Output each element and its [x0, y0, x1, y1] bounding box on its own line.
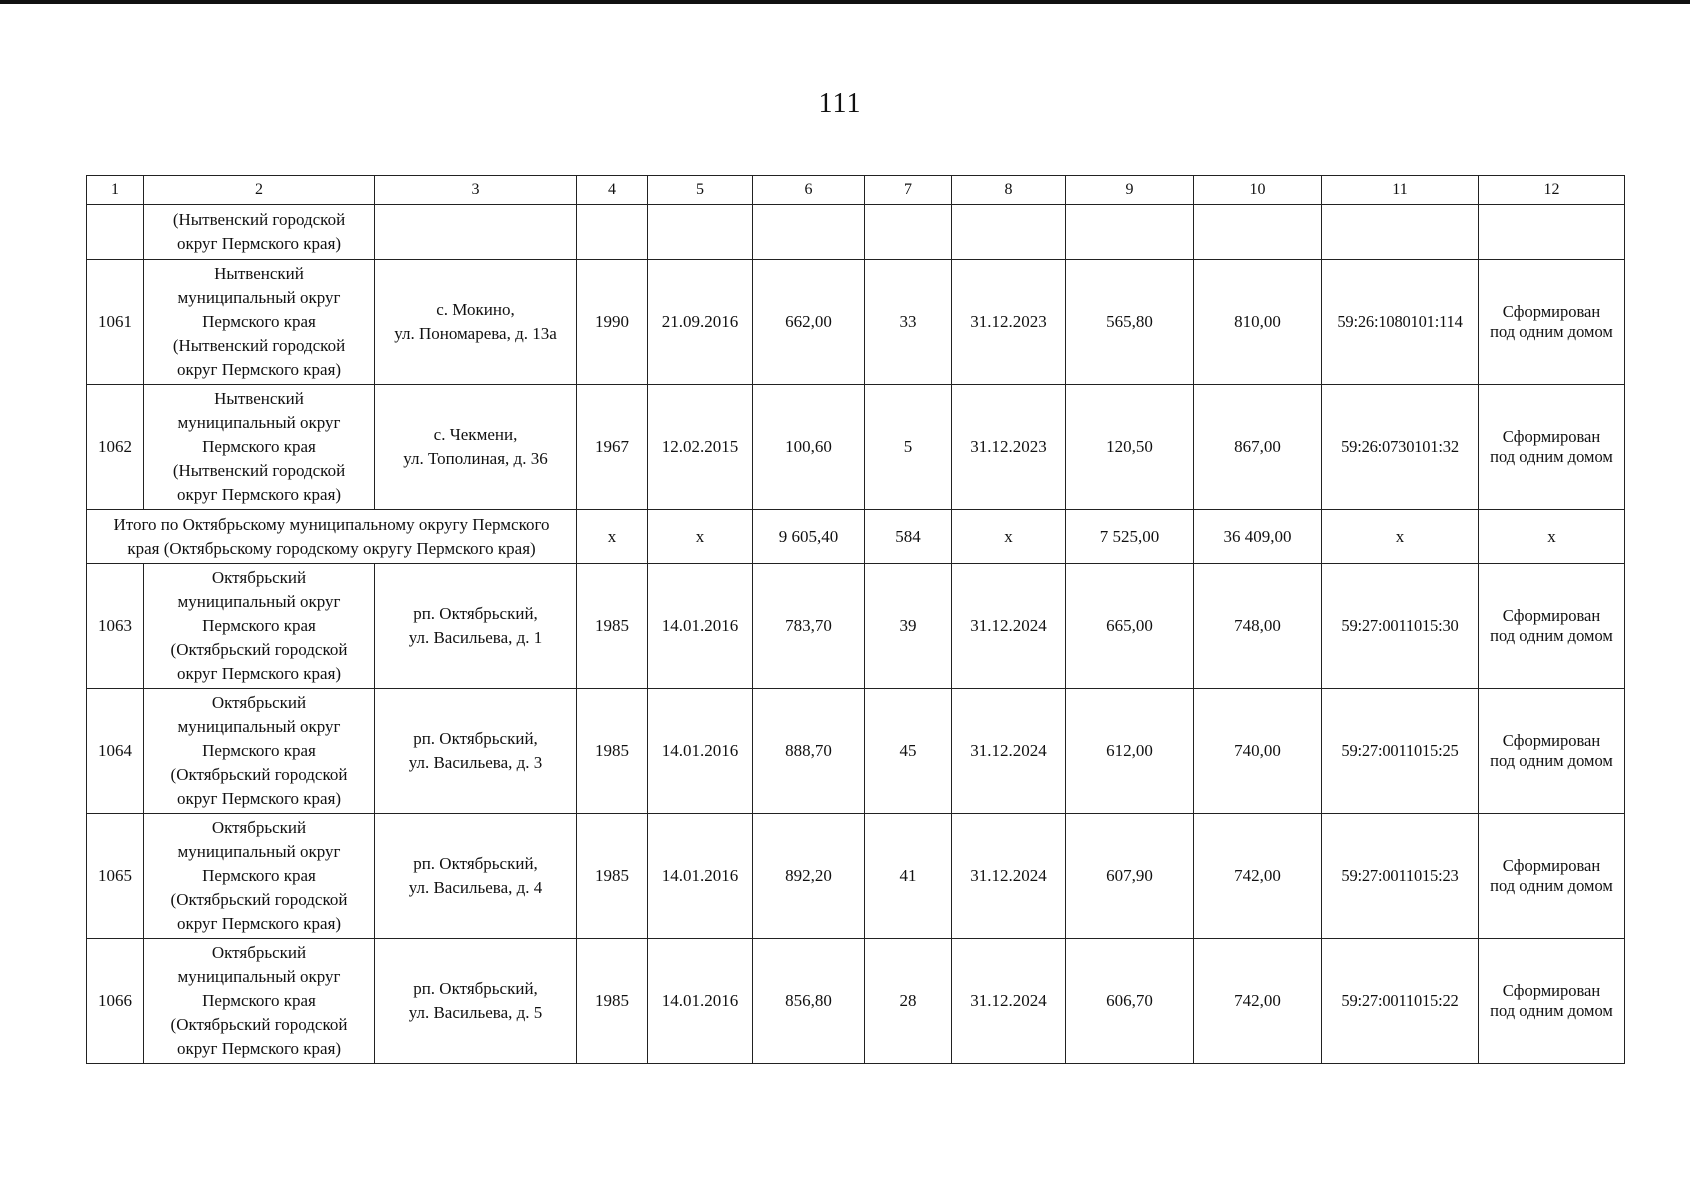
cell-area: 100,60	[753, 385, 865, 510]
total-cell: 36 409,00	[1194, 510, 1322, 564]
cell-municipality: (Нытвенский городской округ Пермского края)	[144, 205, 375, 260]
cell-empty	[577, 205, 648, 260]
cell-date: 14.01.2016	[648, 939, 753, 1064]
cell-land-area: 742,00	[1194, 939, 1322, 1064]
column-header: 3	[375, 176, 577, 205]
cell-empty	[87, 205, 144, 260]
cell-year: 1985	[577, 939, 648, 1064]
cell-date: 14.01.2016	[648, 564, 753, 689]
cell-date: 14.01.2016	[648, 689, 753, 814]
total-cell: х	[1479, 510, 1625, 564]
column-header: 11	[1322, 176, 1479, 205]
cell-area-occupied: 606,70	[1066, 939, 1194, 1064]
cell-year: 1990	[577, 260, 648, 385]
cell-cadastral-number: 59:27:0011015:22	[1322, 939, 1479, 1064]
top-border-line	[0, 0, 1690, 4]
cell-municipality: Октябрьский муниципальный округ Пермского края (Октябрьский городской округ Пермского края)	[144, 814, 375, 939]
cell-land-area: 810,00	[1194, 260, 1322, 385]
table-row	[87, 939, 1625, 1064]
column-header: 1	[87, 176, 144, 205]
cell-residents: 5	[865, 385, 952, 510]
cell-status: Сформирован под одним домом	[1479, 689, 1625, 814]
cell-area-occupied: 607,90	[1066, 814, 1194, 939]
cell-area: 662,00	[753, 260, 865, 385]
cell-status: Сформирован под одним домом	[1479, 939, 1625, 1064]
cell-date: 14.01.2016	[648, 814, 753, 939]
cell-deadline: 31.12.2023	[952, 385, 1066, 510]
table-row	[87, 814, 1625, 939]
cell-address: рп. Октябрьский, ул. Васильева, д. 5	[375, 939, 577, 1064]
total-row	[87, 510, 1625, 564]
total-cell: х	[1322, 510, 1479, 564]
cell-year: 1985	[577, 814, 648, 939]
total-cell: 7 525,00	[1066, 510, 1194, 564]
cell-cadastral-number: 59:26:0730101:32	[1322, 385, 1479, 510]
cell-date: 12.02.2015	[648, 385, 753, 510]
cell-cadastral-number: 59:27:0011015:23	[1322, 814, 1479, 939]
cell-residents: 33	[865, 260, 952, 385]
cell-empty	[648, 205, 753, 260]
cell-municipality: Октябрьский муниципальный округ Пермского края (Октябрьский городской округ Пермского края)	[144, 689, 375, 814]
column-header: 5	[648, 176, 753, 205]
cell-area-occupied: 665,00	[1066, 564, 1194, 689]
cell-status: Сформирован под одним домом	[1479, 260, 1625, 385]
cell-empty	[1479, 205, 1625, 260]
page-number: 111	[818, 88, 862, 119]
cell-empty	[1322, 205, 1479, 260]
cell-area: 892,20	[753, 814, 865, 939]
cell-empty	[1066, 205, 1194, 260]
cell-deadline: 31.12.2024	[952, 689, 1066, 814]
cell-row-number: 1062	[87, 385, 144, 510]
total-cell: х	[952, 510, 1066, 564]
cell-residents: 39	[865, 564, 952, 689]
cell-deadline: 31.12.2024	[952, 564, 1066, 689]
total-cell: 584	[865, 510, 952, 564]
cell-cadastral-number: 59:27:0011015:30	[1322, 564, 1479, 689]
column-header: 9	[1066, 176, 1194, 205]
cell-row-number: 1066	[87, 939, 144, 1064]
cell-empty	[753, 205, 865, 260]
total-cell: х	[577, 510, 648, 564]
cell-residents: 41	[865, 814, 952, 939]
table-row	[87, 385, 1625, 510]
column-header: 12	[1479, 176, 1625, 205]
cell-row-number: 1061	[87, 260, 144, 385]
total-cell: х	[648, 510, 753, 564]
column-number-header-row	[87, 176, 1625, 205]
cell-area: 783,70	[753, 564, 865, 689]
housing-register-table	[86, 175, 1625, 1064]
cell-residents: 28	[865, 939, 952, 1064]
cell-area-occupied: 565,80	[1066, 260, 1194, 385]
table-row	[87, 260, 1625, 385]
cell-row-number: 1063	[87, 564, 144, 689]
column-header: 2	[144, 176, 375, 205]
cell-date: 21.09.2016	[648, 260, 753, 385]
cell-area: 888,70	[753, 689, 865, 814]
cell-empty	[1194, 205, 1322, 260]
cell-address: с. Чекмени, ул. Тополиная, д. 36	[375, 385, 577, 510]
cell-cadastral-number: 59:26:1080101:114	[1322, 260, 1479, 385]
cell-municipality: Октябрьский муниципальный округ Пермского края (Октябрьский городской округ Пермского края)	[144, 564, 375, 689]
cell-municipality: Нытвенский муниципальный округ Пермского края (Нытвенский городской округ Пермского края)	[144, 385, 375, 510]
cell-land-area: 742,00	[1194, 814, 1322, 939]
column-header: 10	[1194, 176, 1322, 205]
cell-empty	[952, 205, 1066, 260]
cell-deadline: 31.12.2024	[952, 939, 1066, 1064]
cell-year: 1967	[577, 385, 648, 510]
cell-status: Сформирован под одним домом	[1479, 564, 1625, 689]
cell-area-occupied: 612,00	[1066, 689, 1194, 814]
cell-address: с. Мокино, ул. Пономарева, д. 13а	[375, 260, 577, 385]
cell-deadline: 31.12.2023	[952, 260, 1066, 385]
cell-address: рп. Октябрьский, ул. Васильева, д. 4	[375, 814, 577, 939]
column-header: 6	[753, 176, 865, 205]
cell-status: Сформирован под одним домом	[1479, 814, 1625, 939]
cell-empty	[375, 205, 577, 260]
cell-area: 856,80	[753, 939, 865, 1064]
cell-status: Сформирован под одним домом	[1479, 385, 1625, 510]
cell-year: 1985	[577, 564, 648, 689]
column-header: 4	[577, 176, 648, 205]
cell-municipality: Октябрьский муниципальный округ Пермского края (Октябрьский городской округ Пермского края)	[144, 939, 375, 1064]
cell-deadline: 31.12.2024	[952, 814, 1066, 939]
cell-land-area: 740,00	[1194, 689, 1322, 814]
cell-area-occupied: 120,50	[1066, 385, 1194, 510]
column-header: 7	[865, 176, 952, 205]
cell-municipality: Нытвенский муниципальный округ Пермского края (Нытвенский городской округ Пермского края)	[144, 260, 375, 385]
cell-address: рп. Октябрьский, ул. Васильева, д. 1	[375, 564, 577, 689]
cell-land-area: 748,00	[1194, 564, 1322, 689]
cell-row-number: 1064	[87, 689, 144, 814]
cell-cadastral-number: 59:27:0011015:25	[1322, 689, 1479, 814]
total-cell: 9 605,40	[753, 510, 865, 564]
cell-row-number: 1065	[87, 814, 144, 939]
cell-year: 1985	[577, 689, 648, 814]
cell-empty	[865, 205, 952, 260]
cell-land-area: 867,00	[1194, 385, 1322, 510]
total-row-label: Итого по Октябрьскому муниципальному округу Пермского края (Октябрьскому городскому округу Пермского края)	[87, 510, 577, 564]
cell-residents: 45	[865, 689, 952, 814]
table-row	[87, 689, 1625, 814]
table-row	[87, 564, 1625, 689]
cell-address: рп. Октябрьский, ул. Васильева, д. 3	[375, 689, 577, 814]
column-header: 8	[952, 176, 1066, 205]
continuation-row	[87, 205, 1625, 260]
